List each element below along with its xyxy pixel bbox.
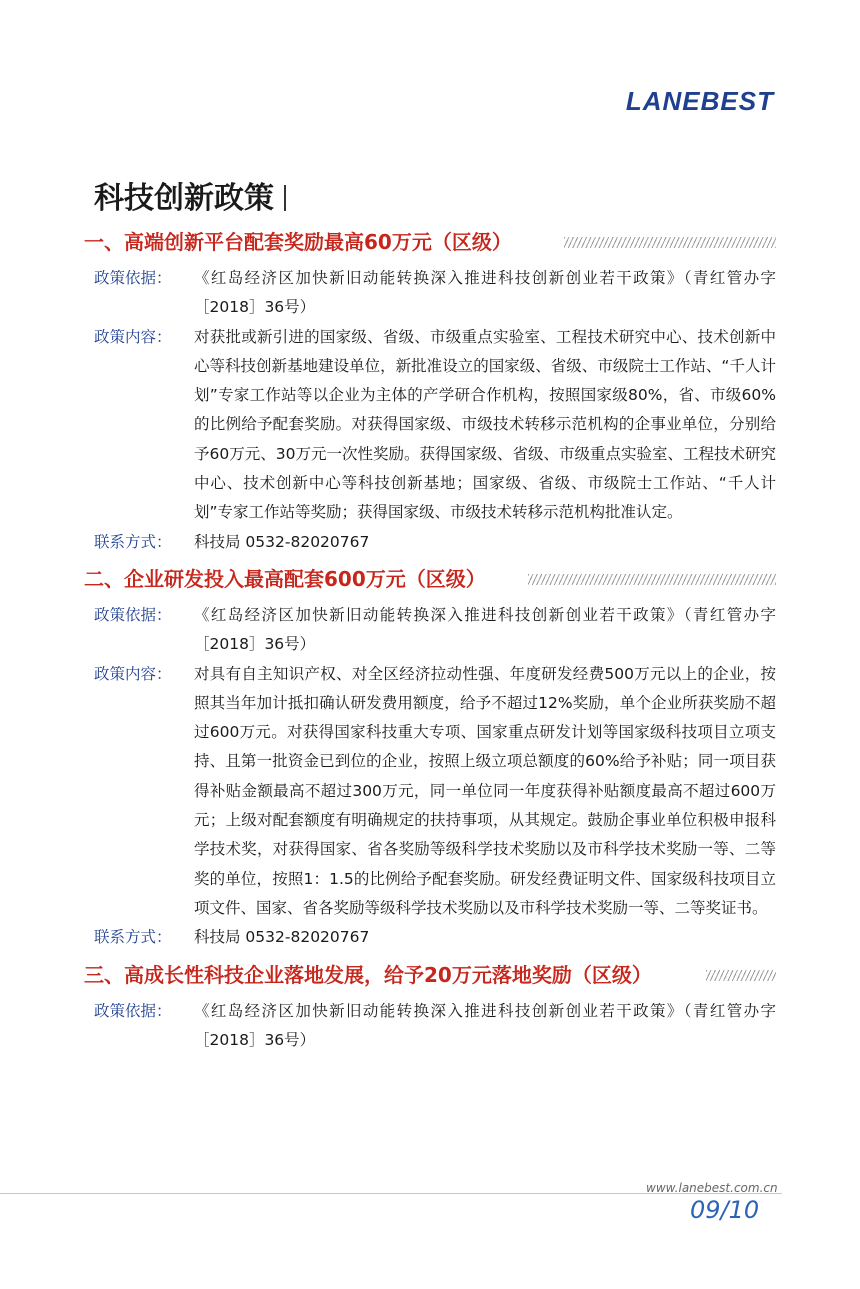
contact-row (84, 923, 776, 952)
basis-text: 《红岛经济区加快新旧动能转换深入推进科技创新创业若干政策》（青红管办字［2018］36号） (194, 605, 776, 654)
basis-label: 政策依据： (94, 1001, 172, 1020)
policy-content (84, 224, 776, 1055)
footer-url: www.lanebest.com.cn (646, 1181, 778, 1195)
page-title-text: 科技创新政策 (94, 181, 274, 216)
section-heading (84, 957, 776, 993)
page-number: 09/10 (690, 1196, 760, 1224)
section-heading (84, 561, 776, 597)
section-heading (84, 224, 776, 260)
hatch-decoration (528, 574, 776, 585)
policy-content-row (84, 660, 776, 924)
page-title (94, 177, 286, 221)
contact-label: 联系方式： (94, 928, 172, 947)
policy-basis-row (84, 997, 776, 1056)
contact-text: 科技局 0532-82020767 (194, 532, 370, 551)
basis-label: 政策依据： (94, 269, 172, 287)
section-heading-text: 一、高端创新平台配套奖励最高60万元（区级） (84, 230, 512, 254)
contact-text: 科技局 0532-82020767 (194, 928, 370, 947)
content-label: 政策内容： (94, 327, 172, 346)
policy-section-3 (84, 957, 776, 1056)
hatch-decoration (706, 970, 776, 981)
policy-section-2 (84, 561, 776, 953)
basis-text: 《红岛经济区加快新旧动能转换深入推进科技创新创业若干政策》（青红管办字［2018］36号） (194, 1001, 776, 1049)
title-divider (284, 185, 286, 211)
content-label: 政策内容： (94, 664, 172, 683)
hatch-decoration (564, 237, 776, 248)
lanebest-logo: LANEBEST (625, 86, 774, 116)
policy-content-row (84, 323, 776, 528)
content-text: 对获批或新引进的国家级、省级、市级重点实验室、工程技术研究中心、技术创新中心等科技创新基地建设单位，新批准设立的国家级、省级、市级院士工作站、“千人计划”专家工作站等以企业为主体的产学研合作机构，按照国家级80%，省、市级60%的比例给予配套奖励。对获得国家级、市级技术转移示范机构的企事业单位，分别给予60万元、30万元一次性奖励。获得国家级、省级、市级重点实验室、工程技术研究中心、技术创新中心等科技创新基地；国家级、省级、市级院士工作站、“千人计划”专家工作站等奖励；获得国家级、市级技术转移示范机构批准认定。 (194, 327, 776, 522)
section-heading-text: 三、高成长性科技企业落地发展，给予20万元落地奖励（区级） (84, 962, 652, 987)
content-text: 对具有自主知识产权、对全区经济拉动性强、年度研发经费500万元以上的企业，按照其当年加计抵扣确认研发费用额度，给予不超过12%奖励，单个企业所获奖励不超过600万元。对获得国家科技重大专项、国家重点研发计划等国家级科技项目立项支持、且第一批资金已到位的企业，按照上级立项总额度的60%给予补贴；同一项目获得补贴金额最高不超过300万元，同一单位同一年度获得补贴额度最高不超过600万元；上级对配套额度有明确规定的扶持事项，从其规定。鼓励企事业单位积极申报科学技术奖，对获得国家、省各奖励等级科学技术奖励以及市科学技术奖励一等、二等奖的单位，按照1：1.5的比例给予配套奖励。研发经费证明文件、国家级科技项目立项文件、国家、省各奖励等级科学技术奖励以及市科学技术奖励一等、二等奖证书。 (194, 664, 776, 917)
section-heading-text: 二、企业研发投入最高配套600万元（区级） (84, 566, 486, 591)
policy-section-1 (84, 224, 776, 557)
contact-row (84, 528, 776, 557)
basis-text: 《红岛经济区加快新旧动能转换深入推进科技创新创业若干政策》（青红管办字［2018］36号） (194, 269, 776, 317)
contact-label: 联系方式： (94, 532, 172, 551)
basis-label: 政策依据： (94, 605, 172, 624)
policy-basis-row (84, 601, 776, 660)
policy-basis-row (84, 264, 776, 323)
